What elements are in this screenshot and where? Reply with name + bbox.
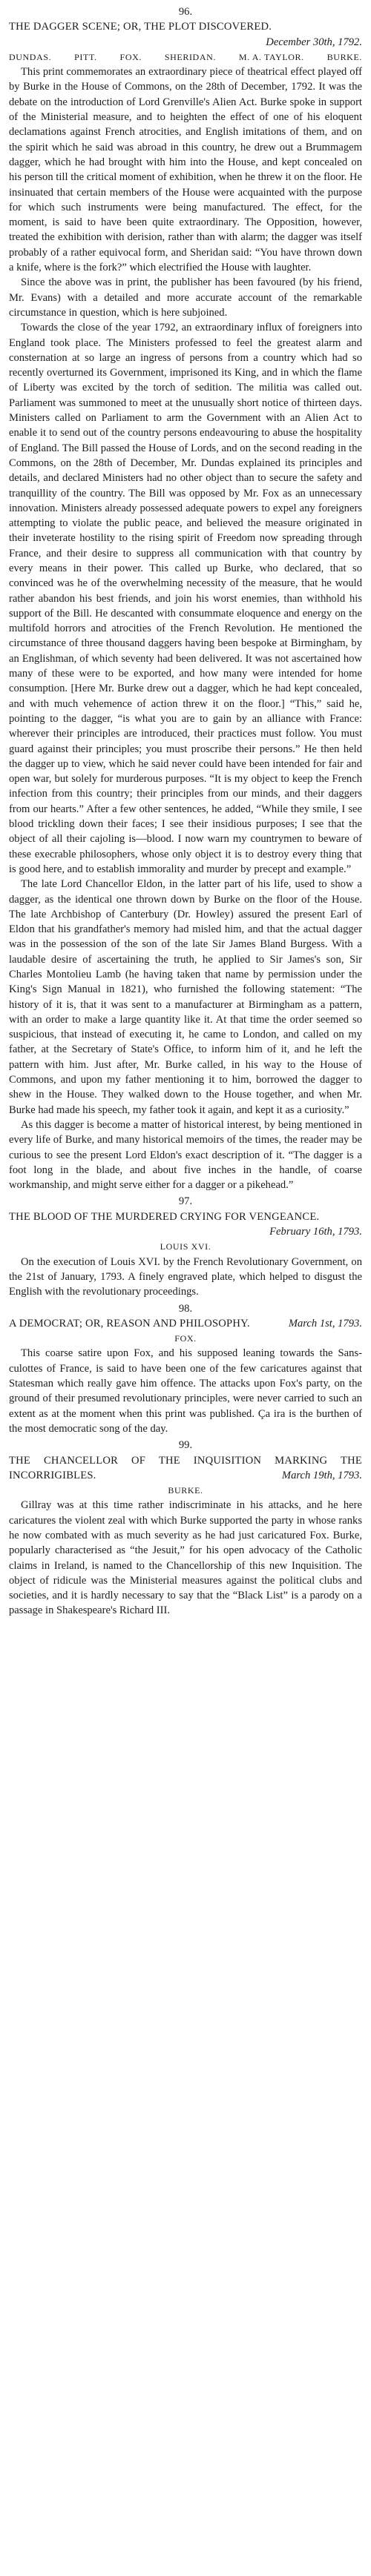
entry-number: 99. <box>178 1439 193 1452</box>
body-paragraph: As this dagger is become a matter of historical interest, by being mentioned in every life of Burke, and many historical memoirs of the times, the reader may be curious to see the present Lord Eldon's exact description of it. “The dagger is a foot long in the blade, and about five inches in the handle, of coarse workmanship, and might serve either for a dagger or a pikehead.” <box>9 1118 362 1192</box>
persons-line <box>9 50 362 64</box>
entry-title-text: THE CHANCELLOR OF THE INQUISITION MARKING THE INCORRIGIBLES. <box>9 1454 362 1481</box>
body-paragraph: This print commemorates an extraordinary piece of theatrical effect played off by Burke in the House of Commons, on the 28th of December, 1792. It was the debate on the introduction of Lord Grenville's Alien Act. Burke spoke in support of the Ministerial measure, and to heighten the effect of one of his eloquent declamations against French atrocities, and English imitations of them, and on the spirit which he said was abroad in this country, he drew out a Brummagem dagger, which he had brought with him into the House, and kept concealed on his person till the critical moment of exhibition, when he threw it on the floor. He insinuated that certain members of the House were acquainted with the purpose for which such instruments were being manufactured. The effect, for the moment, is said to have been quite extraordinary. The Opposition, however, treated the exhibition with derision, rather than with alarm; the dagger was itself probably of a rather equivocal form, and Sheridan said: “You have thrown down a knife, where is the fork?” which electrified the House with laughter. <box>9 66 362 274</box>
person-name: SHERIDAN. <box>164 51 216 62</box>
person-name: BURKE. <box>326 51 362 62</box>
entry-date: March 19th, 1793. <box>281 1469 362 1481</box>
entry-98 <box>9 1301 362 1437</box>
persons-line <box>9 1331 362 1346</box>
entry-date: March 1st, 1793. <box>288 1317 362 1330</box>
entry-99 <box>9 1438 362 1619</box>
entry-title <box>9 1316 362 1331</box>
entry-96 <box>9 4 362 1192</box>
persons-line <box>9 1483 362 1498</box>
person-name: FOX. <box>119 51 142 62</box>
body-paragraph: Towards the close of the year 1792, an extraordinary influx of foreigners into England took place. The Ministers professed to feel the greatest alarm and consternation at so large an ingress of persons from a country which had so recently overturned its Government, imprisoned its King, and in which the flame of Liberty was excited by the torch of sedition. The militia was called out. Parliament was summoned to meet at the unusually short notice of thirteen days. Ministers called on Parliament to arm the Government with an Alien Act to enable it to send out of the country persons endeavouring to abuse the hospitality of England. The Bill passed the House of Lords, and on the second reading in the Commons, on the 28th of December, Mr. Dundas explained its principles and details, and declared Ministers had no other object than to secure the safety and tranquillity of the country. The Bill was opposed by Mr. Fox as an unnecessary innovation. Ministers already possessed adequate powers to expel any foreigners attempting to violate the public peace, and believed the measure originated in their inveterate hostility to the rising spirit of Freedom now spreading through France, and their desire to suppress all communication with that country by every means in their power. This called up Burke, who declared, that so convinced was he of the overwhelming necessity of the measure, that he would rather abandon his best friends, and join his worst enemies, than withhold his support of the Bill. He descanted with consummate eloquence and energy on the multifold horrors and atrocities of the French Revolution. He mentioned the circumstance of three thousand daggers having been bespoke at Birmingham, by an Englishman, of which seventy had been delivered. It was not ascertained how many of these were to be exported, and how many were intended for home consumption. [Here Mr. Burke drew out a dagger, which he had kept concealed, and with much vehemence of action threw it on the floor.] “This,” said he, pointing to the dagger, “is what you are to gain by an alliance with France: wherever their principles are introduced, their practices must follow. You must guard against their principles; you must proscribe their persons.” He then held the dagger up to view, which he said never could have been intended for fair and open war, but solely for murderous purposes. “It is my object to keep the French infection from this country; their principles from our minds, and their daggers from our hearts.” After a few other sentences, he added, “While they smile, I see blood trickling down their faces; I see their insidious purposes; I see that the object of all their cajoling is—blood. I now warn my countrymen to beware of these execrable philosophers, whose only object it is to destroy every thing that is good here, and to establish immorality and murder by precept and example.” <box>9 322 362 875</box>
person-name: M. A. TAYLOR. <box>238 51 304 62</box>
person-name: LOUIS XVI. <box>160 1241 211 1252</box>
person-name: FOX. <box>174 1333 197 1344</box>
person-name: PITT. <box>74 51 97 62</box>
body-paragraph: Since the above was in print, the publisher has been favoured (by his friend, Mr. Evans) with a detailed and more accurate account of the remarkable circumstance in question, which is here subjoined. <box>9 276 362 319</box>
entry-97 <box>9 1194 362 1299</box>
body-paragraph: Gillray was at this time rather indiscriminate in his attacks, and he here caricatures the violent zeal with which Burke supported the party in whose ranks he now combated with as much severity as he had just caricatured Fox. Burke, popularly characterised as “the Jesuit,” for his open advocacy of the Catholic claims in Ireland, is named to the Chancellorship of this new Inquisition. The object of ridicule was the Ministerial measures against the political clubs and societies, and it is hardly necessary to say that the “Black List” is a parody on a passage in Shakespeare's Richard III. <box>9 1499 362 1617</box>
person-name: BURKE. <box>168 1485 203 1496</box>
persons-line <box>9 1239 362 1254</box>
entry-title-text: A DEMOCRAT; OR, REASON AND PHILOSOPHY. <box>9 1317 250 1330</box>
entry-title-text: THE BLOOD OF THE MURDERED CRYING FOR VENGEANCE. <box>9 1210 320 1223</box>
entry-number: 98. <box>178 1302 193 1315</box>
entry-title <box>9 1209 362 1238</box>
person-name: DUNDAS. <box>9 51 52 62</box>
entry-title-text: THE DAGGER SCENE; OR, THE PLOT DISCOVERED. <box>9 21 272 33</box>
entry-title <box>9 19 362 48</box>
entry-date: February 16th, 1793. <box>269 1226 362 1238</box>
body-paragraph: This coarse satire upon Fox, and his supposed leaning towards the Sans-culottes of France, is said to have been one of the few caricatures against that Statesman which really gave him offence. The attacks upon Fox's party, on the ground of their presumed revolutionary principles, were never carried to such an extent as at the moment when this print was published. Ça ira is the burthen of the most democratic song of the day. <box>9 1347 362 1435</box>
entry-title <box>9 1453 362 1484</box>
body-paragraph: The late Lord Chancellor Eldon, in the latter part of his life, used to show a dagger, as the identical one thrown down by Burke on the floor of the House. The late Archbishop of Canterbury (Dr. Howley) assured the present Earl of Eldon that his grandfather's memory had misled him, and that the actual dagger was in the possession of the son of the late Sir James Bland Burgess. With a laudable desire of ascertaining the truth, he applied to Sir James's son, Sir Charles Montolieu Lamb (he having taken that name by permission under the King's Sign Manual in 1821), who furnished the following statement: “The history of it is, that it was sent to a manufacturer at Birmingham as a pattern, with an order to make a large quantity like it. At that time the order seemed so suspicious, that instead of executing it, he came to London, and called on my father, at the Secretary of State's Office, to inform him of it, and he left the pattern with him. Just after, Mr. Burke called, in his way to the House of Commons, and upon my father mentioning it to him, borrowed the dagger to shew in the House. They walked down to the House together, and when Mr. Burke had made his speech, my father took it again, and kept it as a curiosity.” <box>9 878 362 1116</box>
entry-number: 97. <box>178 1195 193 1208</box>
entry-date: December 30th, 1792. <box>266 36 362 48</box>
entry-number: 96. <box>178 6 193 18</box>
body-paragraph: On the execution of Louis XVI. by the French Revolutionary Government, on the 21st of January, 1793. A finely engraved plate, which helped to disgust the English with the revolutionary proceedings. <box>9 1255 362 1298</box>
